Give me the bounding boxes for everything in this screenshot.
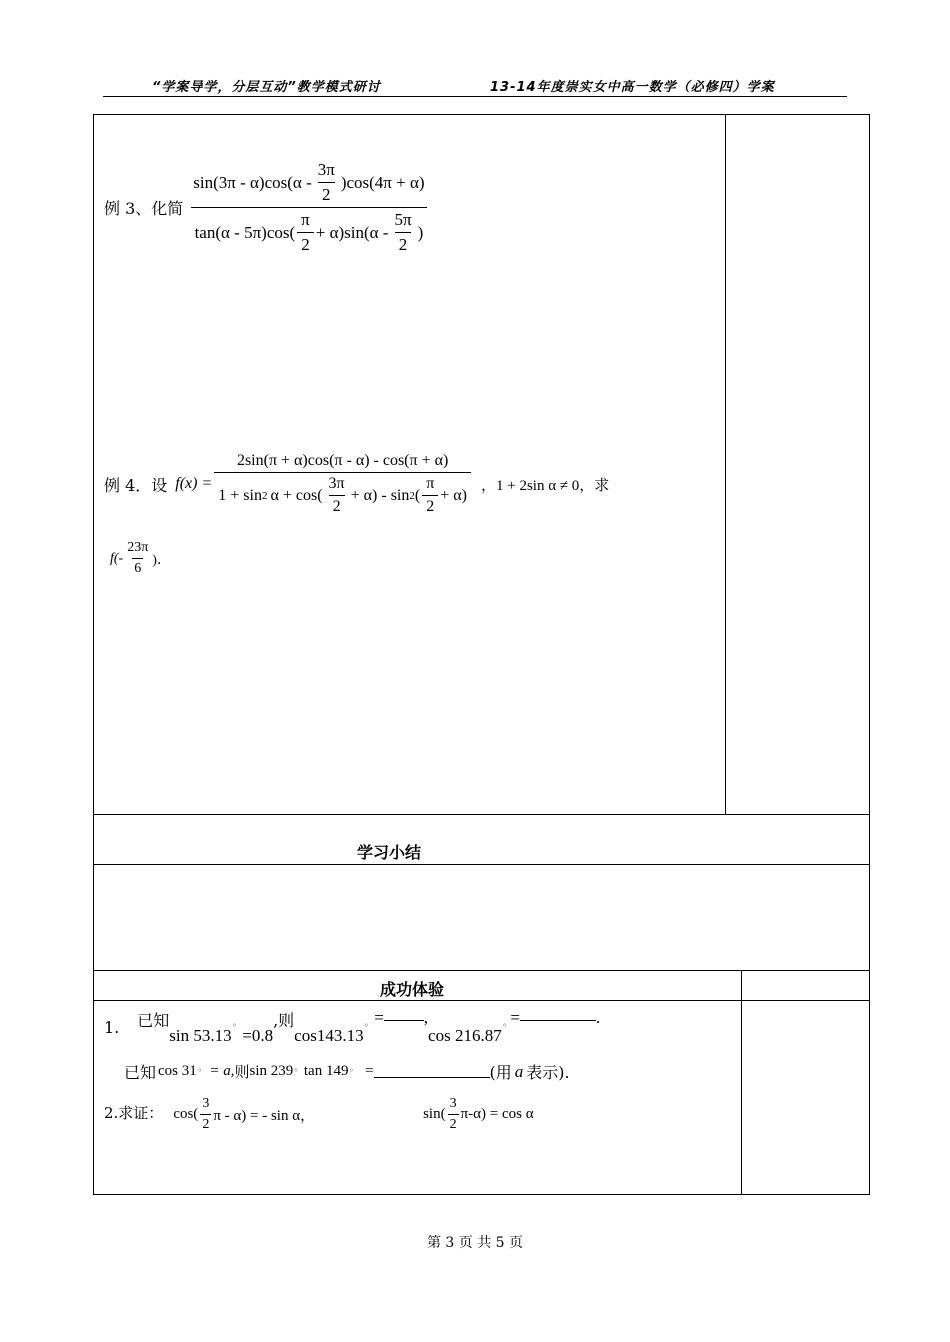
experience-column-divider xyxy=(741,970,742,1195)
example-4-label: 例 4．设 xyxy=(104,475,168,495)
q2b-part-b: π-α) = cos α xyxy=(460,1106,534,1122)
q1b-answer-blank[interactable] xyxy=(374,1065,490,1078)
ex3-num-frac-den: 2 xyxy=(318,182,335,205)
q1b-tan149: tan 149 xyxy=(303,1063,349,1079)
q1b-tail-var: a xyxy=(514,1061,524,1081)
ex3-den-part-a: tan(α - 5π)cos( xyxy=(194,222,296,242)
ex4-den-sup2: 2 xyxy=(409,489,415,502)
q2b-part-a: sin( xyxy=(423,1106,446,1122)
ex3-den-frac1-num: π xyxy=(301,210,310,229)
q1b-tail-a: (用 xyxy=(489,1063,512,1082)
degree-mark: ° xyxy=(364,1022,369,1032)
page-footer: 第 3 页 共 5 页 xyxy=(426,1235,524,1251)
example-4-condition: ，1 + 2sin α ≠ 0，求 xyxy=(481,477,610,494)
q2a-frac-den: 2 xyxy=(200,1114,211,1133)
degree-mark: ° xyxy=(197,1066,202,1077)
ex4-ask-num: 23π xyxy=(127,540,149,555)
example-3-expression xyxy=(189,160,428,255)
example-3-label: 例 3、化简 xyxy=(104,199,184,218)
ex4-den-part-b: α + cos( xyxy=(270,486,323,504)
example-4-fx: f(x) = xyxy=(175,475,213,492)
ex4-den-frac2-den: 2 xyxy=(422,495,438,516)
q1-then-label: ,则 xyxy=(273,1011,295,1030)
summary-bottom-rule xyxy=(93,970,870,971)
notes-column-divider xyxy=(725,114,726,814)
ex3-den-frac1-den: 2 xyxy=(297,232,314,255)
q1-answer-blank-1[interactable] xyxy=(384,1008,424,1021)
q1-answer-blank-2[interactable] xyxy=(520,1008,596,1021)
ex3-num-part-a: sin(3π - α)cos(α - xyxy=(193,172,312,192)
ex3-den-part-b: + α)sin(α - xyxy=(315,222,389,242)
q2a-part-b: π - α) = - sin α， xyxy=(213,1108,316,1124)
ex4-den-frac1-den: 2 xyxy=(329,495,345,516)
ex4-ask-part-a: f(- xyxy=(110,550,124,566)
ex4-den-part-c: + α) - sin xyxy=(350,486,410,504)
ex4-den-frac2-num: π xyxy=(426,475,435,492)
summary-title: 学习小结 xyxy=(357,843,422,862)
header-right-title: 13-14年度崇实女中高一数学（必修四）学案 xyxy=(490,80,775,95)
experience-title-rule xyxy=(93,1000,870,1001)
experience-title: 成功体验 xyxy=(380,980,445,999)
q1b-known-label: 已知 xyxy=(124,1063,157,1082)
q1-comma: , xyxy=(423,1008,429,1027)
q1-equals-2: = xyxy=(374,1008,384,1027)
q1b-sin239: sin 239 xyxy=(249,1063,294,1079)
q1-sin-value: =0.8 xyxy=(242,1026,274,1045)
ex4-den-part-d: ( xyxy=(414,486,421,504)
ex3-den-frac2-den: 2 xyxy=(395,232,412,255)
ex3-den-part-c: ) xyxy=(417,222,424,242)
example-4-ask xyxy=(110,540,171,577)
ex4-ask-part-b: )． xyxy=(152,552,171,568)
q1-sin-expression: sin 53.13 xyxy=(169,1026,232,1045)
ex4-numerator: 2sin(π + α)cos(π - α) - cos(π + α) xyxy=(236,452,449,469)
q2-label: 2.求证： xyxy=(104,1104,164,1122)
ex4-den-frac1-num: 3π xyxy=(328,475,345,492)
ex3-den-frac2-num: 5π xyxy=(394,210,412,229)
q2a-part-a: cos( xyxy=(173,1106,199,1122)
q1-equals-3: = xyxy=(510,1008,520,1027)
question-1b xyxy=(124,1060,570,1083)
example-3 xyxy=(104,160,431,255)
summary-title-rule xyxy=(93,864,870,865)
question-1 xyxy=(104,1008,600,1046)
q1b-tail-b: 表示). xyxy=(526,1063,570,1082)
q2b-frac-den: 2 xyxy=(448,1114,459,1133)
ex4-ask-den: 6 xyxy=(132,558,143,577)
q1b-equals-a: = a, xyxy=(209,1063,235,1079)
q2b-frac-num: 3 xyxy=(449,1096,457,1111)
q1-known-label: 已知 xyxy=(137,1011,170,1030)
degree-mark: ° xyxy=(232,1022,237,1032)
degree-mark: ° xyxy=(294,1066,298,1077)
example-4 xyxy=(104,452,609,516)
q1b-equals: = xyxy=(365,1063,374,1079)
ex4-den-sup: 2 xyxy=(261,489,268,502)
example-4-expression xyxy=(214,452,471,516)
q1-period: . xyxy=(595,1008,601,1027)
ex4-den-part-a: 1 + sin xyxy=(218,486,262,504)
header-left-title: “学案导学，分层互动”教学模式研讨 xyxy=(152,80,381,95)
q1-number: 1. xyxy=(104,1017,120,1037)
degree-mark: ° xyxy=(349,1066,354,1077)
q2a-frac-num: 3 xyxy=(202,1096,210,1111)
q1-cos216-expression: cos 216.87 xyxy=(428,1026,502,1045)
header-rule xyxy=(103,96,847,97)
q1b-cos31: cos 31 xyxy=(158,1063,197,1079)
q1-cos143-expression: cos143.13 xyxy=(294,1026,364,1045)
ex3-num-frac-num: 3π xyxy=(317,160,335,179)
question-2 xyxy=(104,1096,534,1133)
q1b-then-label: 则 xyxy=(234,1063,250,1081)
ex3-num-part-b: )cos(4π + α) xyxy=(340,172,425,192)
examples-bottom-rule xyxy=(93,814,870,815)
degree-mark: ° xyxy=(502,1022,507,1032)
ex4-den-part-e: + α) xyxy=(440,486,467,504)
